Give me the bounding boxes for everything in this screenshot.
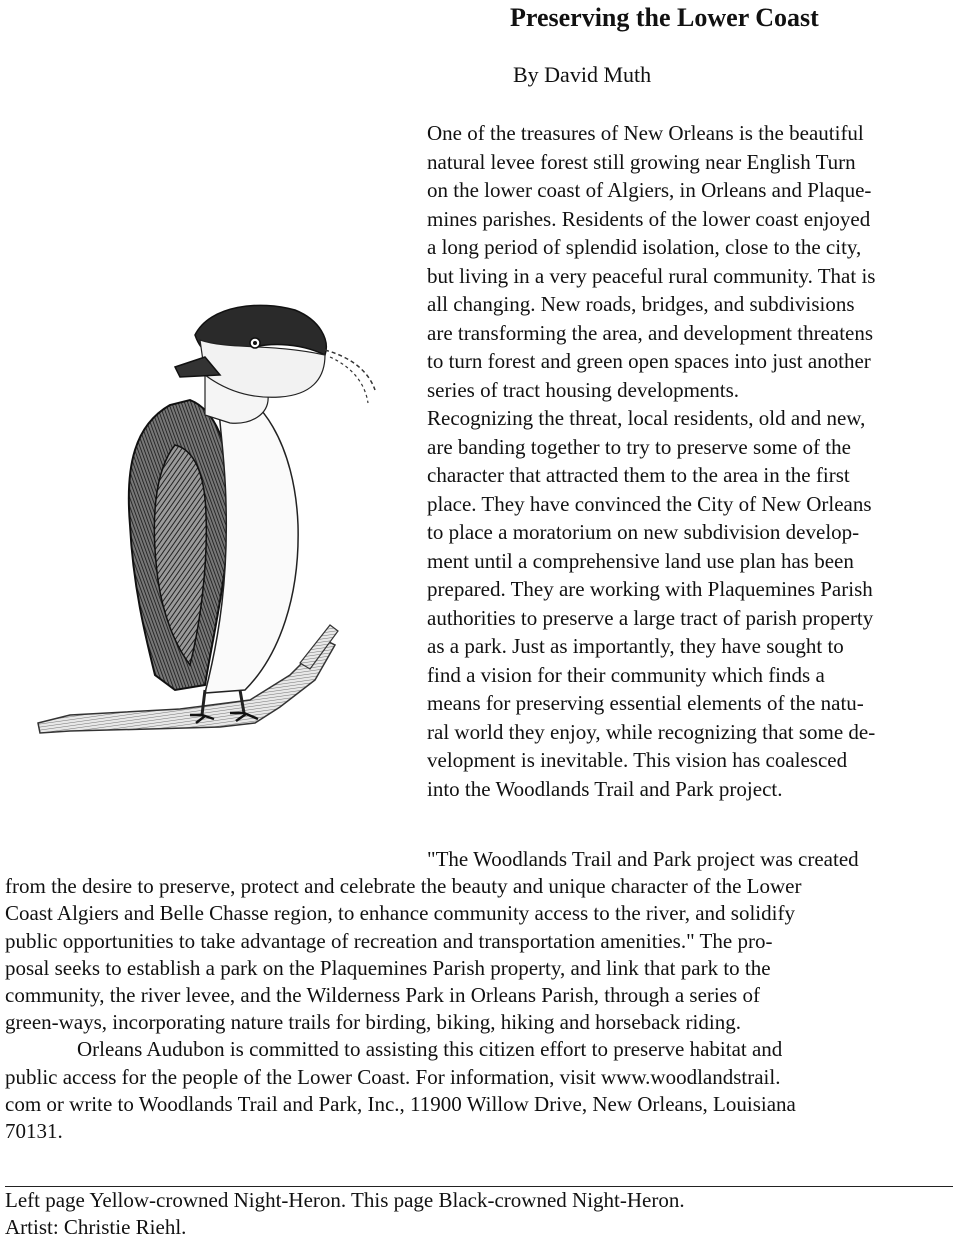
wide-line: public access for the people of the Lower Coast. For information, visit www.woodlandstrail. — [5, 1064, 781, 1089]
column-line: on the lower coast of Algiers, in Orleans and Plaque- — [427, 178, 872, 202]
wide-line: community, the river levee, and the Wilderness Park in Orleans Parish, through a series of — [5, 982, 760, 1007]
heron-drawing-icon — [30, 295, 400, 760]
column-line: are transforming the area, and development threatens — [427, 320, 874, 345]
wide-line: from the desire to preserve, protect and celebrate the beauty and unique character of the Lower — [5, 874, 802, 899]
column-line: find a vision for their community which finds a — [427, 662, 825, 687]
wide-line: green-ways, incorporating nature trails for birding, biking, hiking and horseback riding. — [5, 1010, 741, 1035]
article-column-text — [427, 119, 967, 803]
column-line: means for preserving essential elements of the natu- — [427, 691, 864, 715]
column-line: as a park. Just as importantly, they have sought to — [427, 634, 844, 658]
column-line: to turn forest and green open spaces into just another — [427, 349, 871, 373]
wide-line: com or write to Woodlands Trail and Park, Inc., 11900 Willow Drive, New Orleans, Louisiana — [5, 1091, 796, 1116]
column-line: into the Woodlands Trail and Park project. — [427, 776, 783, 801]
article-byline: By David Muth — [513, 62, 652, 87]
column-line: character that attracted them to the area in the first — [427, 463, 850, 487]
column-line: velopment is inevitable. This vision has coalesced — [427, 748, 848, 772]
column-line: mines parishes. Residents of the lower coast enjoyed — [427, 206, 871, 231]
image-caption — [5, 1187, 955, 1241]
column-line: series of tract housing developments. — [427, 377, 740, 402]
caption-artist: Artist: Christie Riehl. — [5, 1215, 187, 1239]
wide-line: posal seeks to establish a park on the Plaquemines Parish property, and link that park to the — [5, 955, 771, 980]
wide-line: Coast Algiers and Belle Chasse region, to enhance community access to the river, and solidify — [5, 901, 795, 926]
column-line: Recognizing the threat, local residents, old and new, — [427, 406, 866, 430]
column-line: ral world they enjoy, while recognizing that some de- — [427, 719, 876, 744]
wide-line: 70131. — [5, 1118, 63, 1143]
column-line: a long period of splendid isolation, close to the city, — [427, 235, 862, 259]
wide-line: "The Woodlands Trail and Park project was created — [427, 847, 859, 871]
article-title: Preserving the Lower Coast — [510, 3, 819, 32]
wide-line: public opportunities to take advantage of recreation and transportation amenities." The pro- — [5, 928, 773, 953]
column-line: are banding together to try to preserve some of the — [427, 434, 851, 459]
article-wide-text — [5, 846, 965, 1145]
column-line: One of the treasures of New Orleans is the beautiful — [427, 121, 864, 145]
column-line: natural levee forest still growing near English Turn — [427, 149, 856, 174]
column-line: but living in a very peaceful rural community. That is — [427, 263, 876, 288]
caption-line: Left page Yellow-crowned Night-Heron. This page Black-crowned Night-Heron. — [5, 1188, 685, 1212]
wide-line: Orleans Audubon is committed to assisting this citizen effort to preserve habitat and — [77, 1037, 783, 1062]
column-line: prepared. They are working with Plaquemines Parish — [427, 577, 873, 601]
column-line: ment until a comprehensive land use plan has been — [427, 548, 854, 573]
column-line: to place a moratorium on new subdivision develop- — [427, 520, 860, 544]
column-line: all changing. New roads, bridges, and subdivisions — [427, 292, 855, 316]
column-line: place. They have convinced the City of New Orleans — [427, 491, 872, 516]
column-line: authorities to preserve a large tract of parish property — [427, 605, 874, 630]
